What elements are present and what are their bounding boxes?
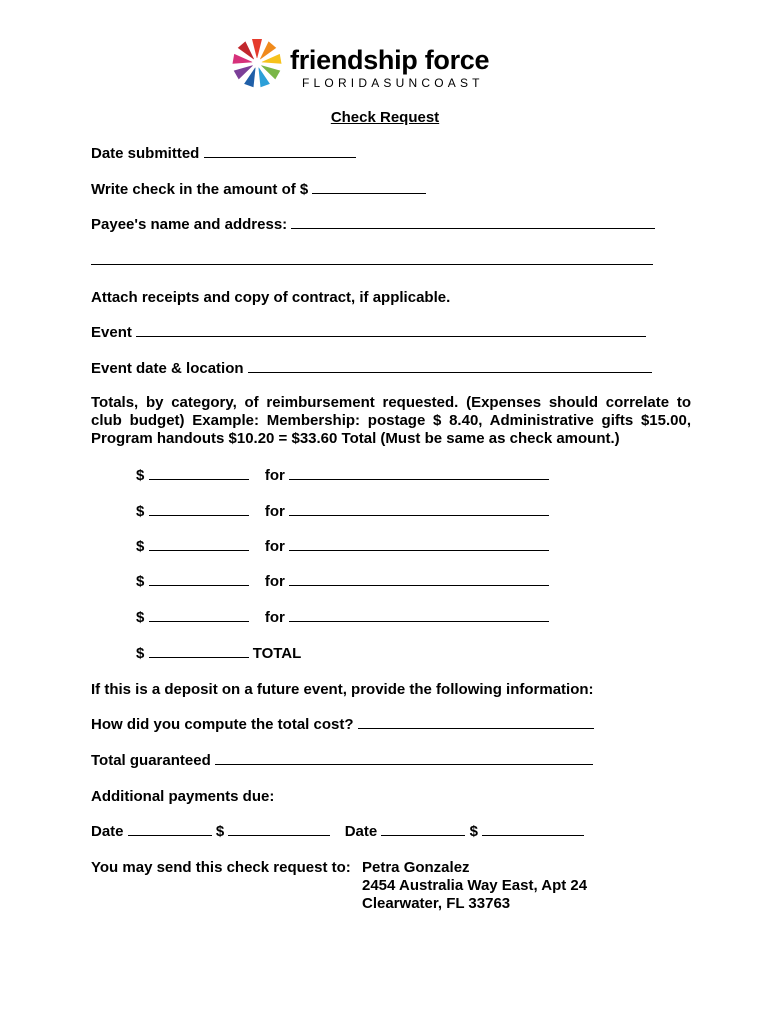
dollar-sign: $ [136, 573, 145, 590]
event-field[interactable] [136, 323, 646, 337]
line-item-description-field[interactable] [289, 537, 549, 551]
event-row [91, 323, 646, 343]
instructions-line: Program handouts $10.20 = $33.60 Total (Must be same as check amount.) [91, 430, 620, 447]
total-amount-field[interactable] [149, 644, 249, 658]
total-guaranteed-field[interactable] [215, 751, 593, 765]
check-amount-field[interactable] [312, 180, 426, 194]
line-item-row [136, 572, 549, 592]
additional-payments-row [91, 822, 584, 842]
instructions-line: club budget) Example: Membership: postage $ 8.40, Administrative gifts $15.00, [91, 412, 691, 429]
for-label: for [264, 538, 285, 555]
instructions-line: Totals, by category, of reimbursement requested. (Expenses should correlate to [91, 394, 691, 411]
payment-date-field[interactable] [381, 822, 465, 836]
line-item-amount-field[interactable] [149, 537, 249, 551]
friendship-force-logo-icon [231, 37, 283, 89]
dollar-sign: $ [136, 538, 145, 555]
date-submitted-field[interactable] [204, 144, 356, 158]
payee-row [91, 215, 655, 235]
line-item-description-field[interactable] [289, 502, 549, 516]
payment-amount-field[interactable] [228, 822, 330, 836]
compute-total-row [91, 715, 594, 735]
for-label: for [264, 467, 285, 484]
line-item-description-field[interactable] [289, 608, 549, 622]
line-item-amount-field[interactable] [149, 502, 249, 516]
event-date-location-row [91, 359, 652, 379]
check-amount-row [91, 180, 426, 200]
payment-date-field[interactable] [128, 822, 212, 836]
payee-address-field[interactable] [91, 251, 653, 265]
payee-field[interactable] [291, 215, 655, 229]
total-guaranteed-label: Total guaranteed [91, 752, 211, 769]
payment-amount-field[interactable] [482, 822, 584, 836]
for-label: for [264, 609, 285, 626]
dollar-sign: $ [136, 503, 145, 520]
send-to-city: Clearwater, FL 33763 [362, 895, 511, 912]
payee-label: Payee's name and address: [91, 216, 288, 233]
total-guaranteed-row [91, 751, 593, 771]
send-to-name: Petra Gonzalez [362, 859, 470, 876]
line-item-amount-field[interactable] [149, 572, 249, 586]
check-amount-label: Write check in the amount of $ [91, 181, 309, 198]
line-item-row [136, 502, 549, 522]
event-date-location-label: Event date & location [91, 360, 244, 377]
line-item-description-field[interactable] [289, 466, 549, 480]
date-submitted-row [91, 144, 356, 164]
date-label: Date [91, 823, 124, 840]
compute-total-label: How did you compute the total cost? [91, 716, 354, 733]
date-submitted-label: Date submitted [91, 145, 200, 162]
attach-receipts-note: Attach receipts and copy of contract, if applicable. [91, 289, 451, 306]
dollar-sign: $ [469, 823, 478, 840]
dollar-sign: $ [136, 467, 145, 484]
payee-address-row [91, 251, 653, 271]
line-item-amount-field[interactable] [149, 608, 249, 622]
brand-subtitle: FLORIDASUNCOAST [302, 76, 484, 90]
line-item-amount-field[interactable] [149, 466, 249, 480]
date-label: Date [344, 823, 378, 840]
line-item-row [136, 537, 549, 557]
send-to-street: 2454 Australia Way East, Apt 24 [362, 877, 588, 894]
brand-name: friendship force [290, 45, 490, 75]
additional-payments-label: Additional payments due: [91, 788, 275, 805]
dollar-sign: $ [136, 645, 145, 662]
dollar-sign: $ [215, 823, 225, 840]
deposit-heading: If this is a deposit on a future event, provide the following information: [91, 681, 594, 698]
line-item-row [136, 466, 549, 486]
dollar-sign: $ [136, 609, 145, 626]
compute-total-field[interactable] [358, 715, 594, 729]
total-row [136, 644, 301, 664]
form-title: Check Request [330, 109, 440, 126]
for-label: for [264, 503, 285, 520]
send-to-label: You may send this check request to: [91, 859, 351, 876]
total-label: TOTAL [252, 645, 302, 662]
event-date-location-field[interactable] [248, 359, 652, 373]
event-label: Event [91, 324, 132, 341]
line-item-row [136, 608, 549, 628]
for-label: for [264, 573, 285, 590]
totals-instructions [91, 394, 691, 448]
line-item-description-field[interactable] [289, 572, 549, 586]
